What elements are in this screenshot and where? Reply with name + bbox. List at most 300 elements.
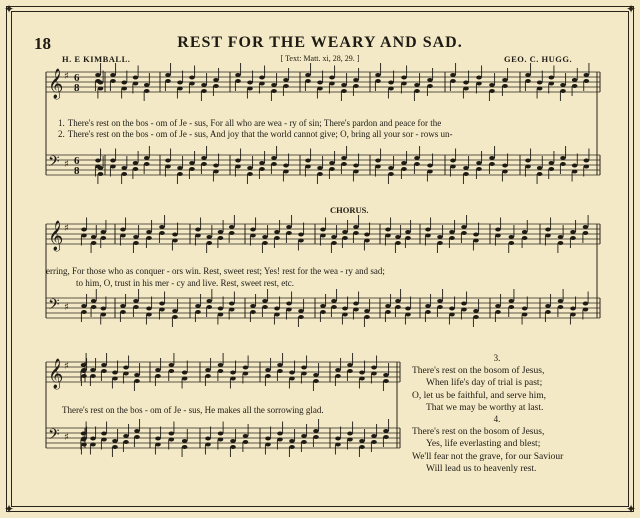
notehead (235, 165, 241, 169)
notehead (560, 83, 566, 87)
notehead (286, 231, 292, 235)
verse-3 (412, 352, 582, 415)
notehead (371, 366, 377, 370)
notehead (133, 167, 139, 171)
notehead (335, 368, 341, 372)
notehead (262, 305, 268, 309)
notehead (341, 156, 347, 160)
notehead (218, 369, 224, 373)
notehead (177, 172, 183, 176)
notehead (371, 372, 377, 376)
notehead (230, 445, 236, 449)
notehead (313, 373, 319, 377)
lyric-line-verse-1 (58, 118, 441, 128)
treble-clef-icon: 𝄞 (48, 359, 64, 389)
notehead (335, 374, 341, 378)
notehead (218, 313, 224, 317)
notehead (259, 76, 265, 80)
notehead (320, 228, 326, 232)
notehead (572, 78, 578, 82)
notehead (123, 372, 129, 376)
notehead (189, 82, 195, 86)
notehead (572, 164, 578, 168)
notehead (383, 373, 389, 377)
notehead (81, 363, 87, 367)
notehead (509, 235, 515, 239)
notehead (450, 165, 456, 169)
notehead (313, 435, 319, 439)
notehead (165, 165, 171, 169)
notehead (195, 228, 201, 232)
notehead (375, 165, 381, 169)
notehead (395, 241, 401, 245)
notehead (313, 379, 319, 383)
notehead (449, 313, 455, 317)
notehead (229, 308, 235, 312)
notehead (134, 373, 140, 377)
key-sharp-icon: ♯ (64, 159, 69, 170)
time-signature-bottom: 8 (74, 165, 80, 177)
notehead (169, 438, 175, 442)
notehead (335, 437, 341, 441)
notehead (169, 369, 175, 373)
notehead (101, 438, 107, 442)
notehead (165, 159, 171, 163)
notehead (335, 443, 341, 447)
notehead (101, 313, 107, 317)
notehead (329, 76, 335, 80)
notehead (95, 73, 101, 77)
notehead (509, 305, 515, 309)
notehead (495, 228, 501, 232)
notehead (155, 443, 161, 447)
verse-number: 3. (493, 353, 501, 363)
notehead (570, 307, 576, 311)
notehead (329, 161, 335, 165)
notehead (206, 299, 212, 303)
notehead (277, 432, 283, 436)
key-sharp-icon: ♯ (64, 361, 69, 372)
notehead (405, 236, 411, 240)
notehead (359, 439, 365, 443)
lyric-line-chorus-2: to him, O, trust in his mer - cy and live. Rest, sweet rest, etc. (76, 278, 294, 288)
notehead (558, 305, 564, 309)
notehead (583, 225, 589, 229)
notehead (450, 79, 456, 83)
verse-number: 1. (58, 118, 65, 128)
notehead (101, 236, 107, 240)
notehead (133, 76, 139, 80)
notehead (112, 371, 118, 375)
notehead (545, 310, 551, 314)
notehead (133, 241, 139, 245)
notehead (213, 84, 219, 88)
notehead (169, 363, 175, 367)
notehead (243, 434, 249, 438)
notehead (120, 310, 126, 314)
notehead (329, 167, 335, 171)
notehead (331, 241, 337, 245)
notehead (91, 305, 97, 309)
notehead (271, 156, 277, 160)
notehead (572, 170, 578, 174)
notehead (101, 369, 107, 373)
notehead (189, 161, 195, 165)
notehead (298, 315, 304, 319)
notehead (213, 78, 219, 82)
notehead (583, 308, 589, 312)
notehead (331, 235, 337, 239)
notehead (449, 307, 455, 311)
notehead (537, 166, 543, 170)
notehead (250, 234, 256, 238)
notehead (169, 432, 175, 436)
notehead (301, 366, 307, 370)
notehead (405, 230, 411, 234)
notehead (317, 81, 323, 85)
notehead (205, 374, 211, 378)
notehead (262, 241, 268, 245)
notehead (271, 162, 277, 166)
notehead (230, 371, 236, 375)
notehead (584, 159, 590, 163)
notehead (385, 304, 391, 308)
notehead (182, 439, 188, 443)
notehead (388, 87, 394, 91)
notehead (320, 310, 326, 314)
page-number: 18 (34, 34, 51, 53)
notehead (206, 305, 212, 309)
notehead (317, 172, 323, 176)
notehead (476, 167, 482, 171)
notehead (558, 241, 564, 245)
notehead (353, 78, 359, 82)
notehead (218, 307, 224, 311)
notehead (201, 89, 207, 93)
notehead (229, 302, 235, 306)
notehead (461, 308, 467, 312)
corner-ornament-top-left: ✦ (4, 2, 15, 16)
notehead (341, 89, 347, 93)
notehead (522, 230, 528, 234)
notehead (120, 234, 126, 238)
notehead (427, 164, 433, 168)
notehead (133, 305, 139, 309)
notehead (405, 307, 411, 311)
notehead (347, 363, 353, 367)
notehead (305, 159, 311, 163)
notehead (437, 235, 443, 239)
notehead (489, 83, 495, 87)
notehead (463, 166, 469, 170)
notehead (286, 308, 292, 312)
notehead (549, 76, 555, 80)
notehead (277, 369, 283, 373)
notehead (401, 76, 407, 80)
notehead (509, 241, 515, 245)
lyric-text: There's rest on the bos - om of Je - sus, And joy that the world cannot give; O, bring all your sor - rows un- (67, 129, 453, 139)
notehead (549, 82, 555, 86)
notehead (274, 236, 280, 240)
notehead (90, 437, 96, 441)
notehead (427, 78, 433, 82)
notehead (250, 310, 256, 314)
notehead (437, 241, 443, 245)
key-sharp-icon: ♯ (64, 432, 69, 443)
notehead (265, 368, 271, 372)
notehead (371, 434, 377, 438)
notehead (172, 239, 178, 243)
notehead (133, 235, 139, 239)
notehead (522, 313, 528, 317)
notehead (364, 233, 370, 237)
notehead (570, 313, 576, 317)
notehead (463, 172, 469, 176)
notehead (247, 87, 253, 91)
notehead (144, 83, 150, 87)
notehead (259, 167, 265, 171)
lyric-line-final: There's rest on the bos - om of Je - sus, He makes all the sorrowing glad. (62, 405, 324, 415)
notehead (522, 307, 528, 311)
notehead (473, 239, 479, 243)
scripture-reference: [ Text: Matt. xi, 28, 29. ] (280, 54, 360, 63)
notehead (450, 73, 456, 77)
notehead (545, 228, 551, 232)
notehead (101, 230, 107, 234)
notehead (502, 170, 508, 174)
notehead (182, 371, 188, 375)
notehead (427, 170, 433, 174)
notehead (473, 233, 479, 237)
verse-4 (412, 413, 582, 476)
notehead (425, 234, 431, 238)
verse-line: When life's day of trial is past; (426, 378, 543, 388)
notehead (388, 166, 394, 170)
notehead (283, 164, 289, 168)
notehead (437, 305, 443, 309)
notehead (437, 299, 443, 303)
notehead (414, 156, 420, 160)
notehead (489, 156, 495, 160)
notehead (341, 162, 347, 166)
notehead (395, 305, 401, 309)
notehead (133, 161, 139, 165)
notehead (189, 167, 195, 171)
notehead (262, 299, 268, 303)
notehead (473, 309, 479, 313)
notehead (289, 371, 295, 375)
notehead (489, 162, 495, 166)
notehead (502, 84, 508, 88)
notehead (144, 89, 150, 93)
notehead (476, 76, 482, 80)
notehead (286, 225, 292, 229)
notehead (375, 79, 381, 83)
notehead (560, 162, 566, 166)
notehead (341, 83, 347, 87)
notehead (177, 87, 183, 91)
verse-line: There's rest on the bosom of Jesus, (412, 426, 545, 437)
notehead (274, 307, 280, 311)
notehead (201, 83, 207, 87)
notehead (274, 230, 280, 234)
hymn-title: REST FOR THE WEARY AND SAD. (177, 34, 463, 51)
notehead (155, 374, 161, 378)
notehead (98, 172, 104, 176)
verse-number: 2. (58, 129, 65, 139)
notehead (570, 236, 576, 240)
notehead (81, 304, 87, 308)
notehead (247, 81, 253, 85)
corner-ornament-top-right: ✦ (625, 2, 636, 16)
notehead (405, 313, 411, 317)
notehead (235, 79, 241, 83)
notehead (560, 89, 566, 93)
notehead (522, 236, 528, 240)
notehead (558, 299, 564, 303)
notehead (112, 445, 118, 449)
notehead (90, 374, 96, 378)
notehead (342, 230, 348, 234)
notehead (98, 87, 104, 91)
composer-credit: GEO. C. HUGG. (504, 54, 573, 64)
verse-number: 4. (493, 414, 501, 424)
notehead (476, 161, 482, 165)
notehead (110, 73, 116, 77)
notehead (476, 82, 482, 86)
notehead (91, 235, 97, 239)
notehead (283, 84, 289, 88)
notehead (353, 308, 359, 312)
notehead (298, 239, 304, 243)
notehead (218, 363, 224, 367)
notehead (495, 304, 501, 308)
notehead (584, 79, 590, 83)
notehead (123, 366, 129, 370)
notehead (495, 310, 501, 314)
notehead (146, 313, 152, 317)
notehead (342, 313, 348, 317)
notehead (283, 170, 289, 174)
notehead (134, 429, 140, 433)
notehead (331, 305, 337, 309)
notehead (289, 377, 295, 381)
notehead (110, 165, 116, 169)
notehead (189, 76, 195, 80)
notehead (347, 432, 353, 436)
notehead (385, 228, 391, 232)
notehead (146, 307, 152, 311)
verse-line: Will lead us to heavenly rest. (426, 464, 537, 474)
notehead (112, 377, 118, 381)
notehead (331, 299, 337, 303)
notehead (317, 87, 323, 91)
notehead (414, 83, 420, 87)
notehead (229, 231, 235, 235)
notehead (218, 438, 224, 442)
notehead (262, 235, 268, 239)
notehead (229, 225, 235, 229)
notehead (206, 241, 212, 245)
notehead (388, 81, 394, 85)
notehead (359, 371, 365, 375)
corner-ornament-bottom-right: ✦ (625, 502, 636, 516)
time-signature-top: 6 (74, 155, 80, 167)
notehead (91, 299, 97, 303)
notehead (473, 315, 479, 319)
notehead (364, 309, 370, 313)
notehead (286, 302, 292, 306)
notehead (525, 159, 531, 163)
notehead (81, 369, 87, 373)
notehead (110, 159, 116, 163)
notehead (265, 443, 271, 447)
notehead (218, 230, 224, 234)
notehead (243, 440, 249, 444)
notehead (247, 166, 253, 170)
notehead (450, 159, 456, 163)
notehead (375, 73, 381, 77)
notehead (110, 79, 116, 83)
notehead (144, 162, 150, 166)
bass-clef-icon: 𝄢 (48, 296, 60, 317)
notehead (146, 236, 152, 240)
notehead (95, 159, 101, 163)
notehead (277, 438, 283, 442)
notehead (305, 79, 311, 83)
notehead (353, 302, 359, 306)
notehead (120, 228, 126, 232)
lyric-line-verse-2 (58, 129, 453, 139)
notehead (289, 439, 295, 443)
notehead (195, 234, 201, 238)
notehead (121, 172, 127, 176)
notehead (545, 304, 551, 308)
notehead (489, 89, 495, 93)
notehead (159, 225, 165, 229)
notehead (243, 366, 249, 370)
notehead (235, 73, 241, 77)
notehead (570, 230, 576, 234)
notehead (123, 434, 129, 438)
notehead (425, 310, 431, 314)
notehead (177, 81, 183, 85)
notehead (353, 231, 359, 235)
notehead (301, 440, 307, 444)
notehead (182, 445, 188, 449)
notehead (320, 304, 326, 308)
notehead (121, 166, 127, 170)
notehead (133, 82, 139, 86)
notehead (463, 87, 469, 91)
notehead (385, 310, 391, 314)
notehead (427, 84, 433, 88)
notehead (583, 231, 589, 235)
chorus-label: CHORUS. (330, 205, 369, 215)
notehead (81, 234, 87, 238)
notehead (502, 164, 508, 168)
notehead (172, 233, 178, 237)
notehead (172, 309, 178, 313)
notehead (525, 73, 531, 77)
notehead (155, 437, 161, 441)
notehead (449, 236, 455, 240)
corner-ornament-bottom-left: ✦ (4, 502, 15, 516)
notehead (401, 82, 407, 86)
notehead (317, 166, 323, 170)
notehead (283, 78, 289, 82)
notehead (342, 307, 348, 311)
